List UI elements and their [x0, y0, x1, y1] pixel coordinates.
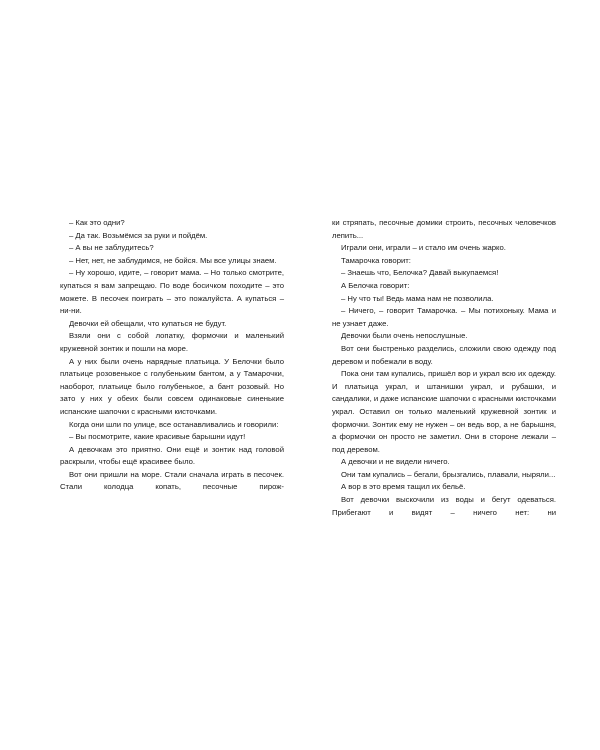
left-page-column	[60, 217, 284, 494]
paragraph: А у них были очень нарядные платьица. У Белочки было платьице розовенькое с голубеньким бантом, а у Тамарочки, наоборот, платьице было голубенькое, а бант розовый. Но зато у них у обеих были совсем одинаковые синенькие испанские шапочки с красными кисточками.	[60, 356, 284, 416]
paragraph: Девочки были очень непослушные.	[341, 331, 468, 341]
paragraph: – Знаешь что, Белочка? Давай выкупаемся!	[341, 268, 499, 278]
paragraph: – Как это одни?	[69, 218, 125, 227]
paragraph: Девочки ей обещали, что купаться не будут.	[69, 318, 227, 328]
paragraph: ки стряпать, песочные домики строить, песочных человечков лепить...	[332, 218, 556, 240]
paragraph: Взяли они с собой лопатку, формочки и маленький кружевной зонтик и пошли на море.	[60, 331, 284, 353]
paragraph: – Вы посмотрите, какие красивые барышни идут!	[69, 432, 246, 442]
paragraph: А девочкам это приятно. Они ещё и зонтик над головой раскрыли, чтобы ещё красивее было.	[60, 444, 284, 467]
paragraph: Вот они быстренько разделись, сложили свою одежду под деревом и побежали в воду.	[332, 343, 556, 366]
paragraph: – Да так. Возьмёмся за руки и пойдём.	[69, 230, 208, 240]
paragraph: Вот девочки выскочили из воды и бегут одеваться. Прибегают и видят – ничего нет: ни	[332, 495, 556, 517]
paragraph: – А вы не заблудитесь?	[69, 243, 154, 253]
paragraph: Вот они пришли на море. Стали сначала играть в песочек. Стали колодца копать, песочные пирож-	[60, 469, 284, 492]
paragraph: А девочки и не видели ничего.	[341, 457, 450, 467]
paragraph: Играли они, играли – и стало им очень жарко.	[341, 243, 506, 253]
paragraph: А Белочка говорит:	[341, 280, 410, 290]
paragraph: Когда они шли по улице, все останавливались и говорили:	[69, 419, 279, 429]
paragraph: Тамарочка говорит:	[341, 255, 411, 265]
right-page-column	[332, 217, 556, 519]
paragraph: – Нет, нет, не заблудимся, не бойся. Мы все улицы знаем.	[69, 255, 277, 265]
paragraph: – Ничего, – говорит Тамарочка. – Мы потихоньку. Мама и не узнает даже.	[332, 306, 556, 328]
paragraph: – Ну что ты! Ведь мама нам не позволила.	[341, 293, 494, 303]
paragraph: А вор в это время тащил их бельё.	[341, 482, 466, 492]
paragraph: Пока они там купались, пришёл вор и украл всю их одежду. И платьица украл, и штанишки украл, и рубашки, и сандалики, и даже испанские шапочки с красными кисточками украл. Оставил он только маленький кружевной зонтик и формочки. Зонтик ему не нужен – он ведь вор, а не барышня, а формочки он просто не заметил. Они в стороне лежали – под деревом.	[332, 369, 556, 454]
paragraph: Они там купались – бегали, брызгались, плавали, ныряли...	[341, 469, 556, 479]
paragraph: – Ну хорошо, идите, – говорит мама. – Но только смотрите, купаться я вам запрещаю. По воде босичком походите – это можете. В песочек поиграть – это пожалуйста. А купаться – ни-ни.	[60, 268, 284, 316]
